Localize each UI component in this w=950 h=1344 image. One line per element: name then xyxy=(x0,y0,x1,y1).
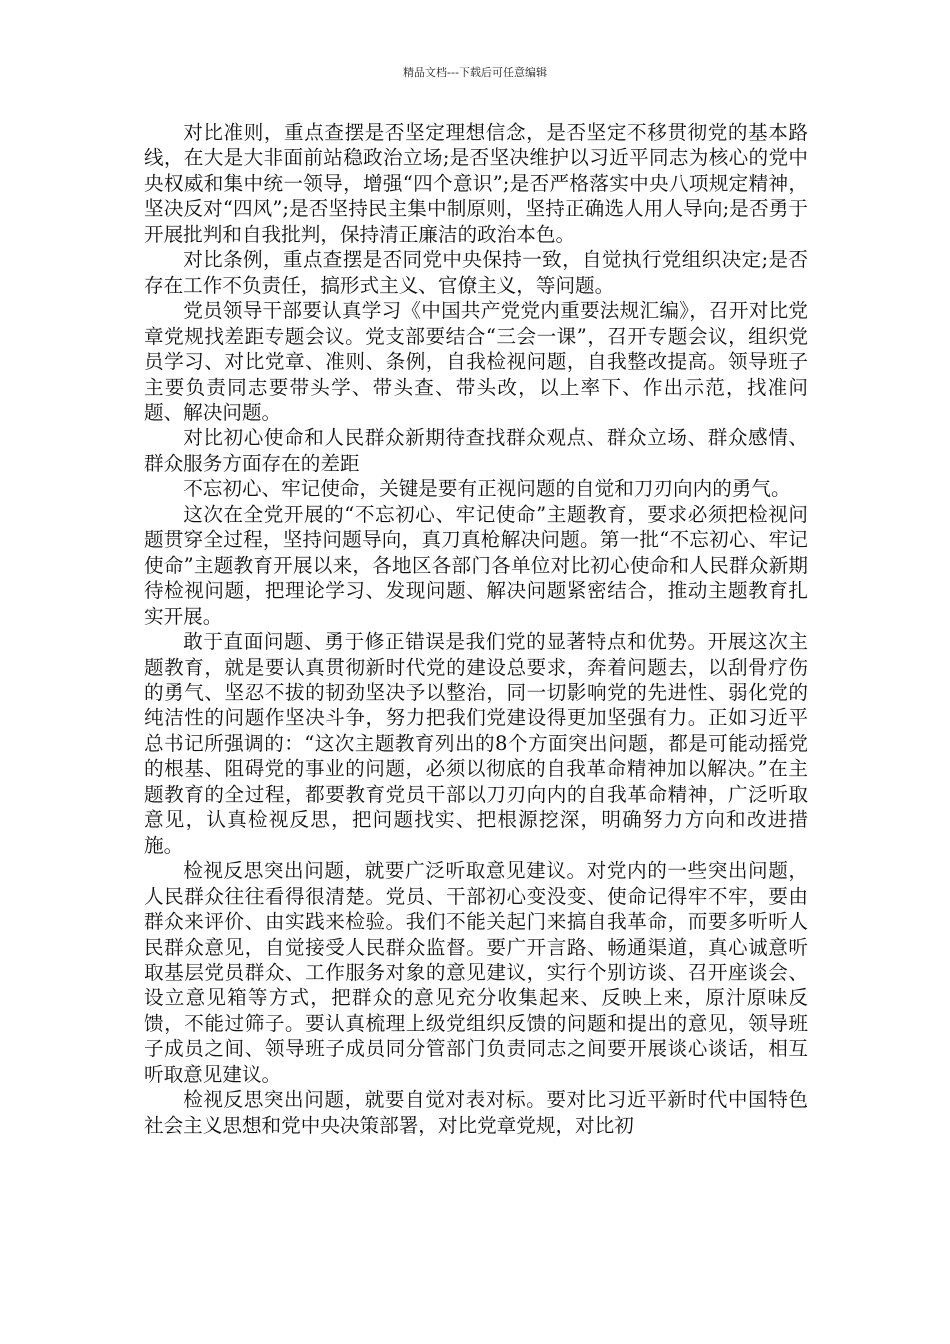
paragraph: 党员领导干部要认真学习《中国共产党党内重要法规汇编》，召开对比党章党规找差距专题会议。党支部要结合“三会一课”，召开专题会议，组织党员学习、对比党章、准则、条例，自我检视问题，自我整改提高。领导班子主要负责同志要带头学、带头查、带头改，以上率下、作出示范，找准问题、解决问题。 xyxy=(144,299,808,424)
paragraph: 检视反思突出问题，就要广泛听取意见建议。对党内的一些突出问题，人民群众往往看得很清楚。党员、干部初心变没变、使命记得牢不牢，要由群众来评价、由实践来检验。我们不能关起门来搞自我革命，而要多听听人民群众意见，自觉接受人民群众监督。要广开言路、畅通渠道，真心诚意听取基层党员群众、工作服务对象的意见建议，实行个别访谈、召开座谈会、设立意见箱等方式，把群众的意见充分收集起来、反映上来，原汁原味反馈，不能过筛子。要认真梳理上级党组织反馈的问题和提出的意见，领导班子成员之间、领导班子成员同分管部门负责同志之间要开展谈心谈话，相互听取意见建议。 xyxy=(144,859,808,1086)
paragraph-heading: 对比初心使命和人民群众新期待查找群众观点、群众立场、群众感情、群众服务方面存在的差距 xyxy=(144,426,808,475)
document-body xyxy=(144,120,808,1138)
paragraph: 对比条例，重点查摆是否同党中央保持一致，自觉执行党组织决定;是否存在工作不负责任，搞形式主义、官僚主义，等问题。 xyxy=(144,248,808,297)
paragraph: 对比准则，重点查摆是否坚定理想信念，是否坚定不移贯彻党的基本路线，在大是大非面前站稳政治立场;是否坚决维护以习近平同志为核心的党中央权威和集中统一领导，增强“四个意识”;是否严格落实中央八项规定精神，坚决反对“四风”;是否坚持民主集中制原则，坚持正确选人用人导向;是否勇于开展批判和自我批判，保持清正廉洁的政治本色。 xyxy=(144,121,808,246)
page-header: 精品文档---下载后可任意编辑 xyxy=(403,66,547,79)
paragraph: 敢于直面问题、勇于修正错误是我们党的显著特点和优势。开展这次主题教育，就是要认真贯彻新时代党的建设总要求，奔着问题去，以刮骨疗伤的勇气、坚忍不拔的韧劲坚决予以整治，同一切影响党的先进性、弱化党的纯洁性的问题作坚决斗争，努力把我们党建设得更加坚强有力。正如习近平总书记所强调的：“这次主题教育列出的8个方面突出问题，都是可能动摇党的根基、阻碍党的事业的问题，必须以彻底的自我革命精神加以解决。”在主题教育的全过程，都要教育党员干部以刀刃向内的自我革命精神，广泛听取意见，认真检视反思，把问题找实、把根源挖深，明确努力方向和改进措施。 xyxy=(144,630,808,857)
paragraph: 不忘初心、牢记使命，关键是要有正视问题的自觉和刀刃向内的勇气。 xyxy=(183,477,791,501)
paragraph: 检视反思突出问题，就要自觉对表对标。要对比习近平新时代中国特色社会主义思想和党中央决策部署，对比党章党规，对比初 xyxy=(144,1088,808,1137)
paragraph: 这次在全党开展的“不忘初心、牢记使命”主题教育，要求必须把检视问题贯穿全过程，坚持问题导向，真刀真枪解决问题。第一批“不忘初心、牢记使命”主题教育开展以来，各地区各部门各单位对比初心使命和人民群众新期待检视问题，把理论学习、发现问题、解决问题紧密结合，推动主题教育扎实开展。 xyxy=(144,502,808,628)
